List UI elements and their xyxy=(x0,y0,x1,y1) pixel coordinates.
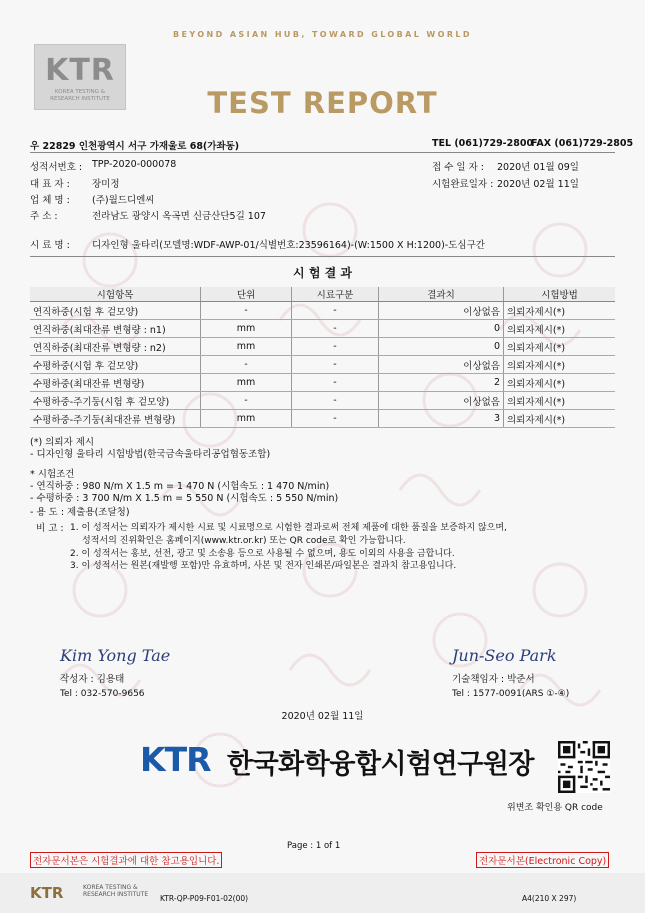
completed-label: 시험완료일자 : xyxy=(432,179,494,190)
table-row: 수평하중-주기둥(최대잔류 변형량) mm - 3 의뢰자제시(*) xyxy=(30,410,615,428)
author-signature: Kim Yong Tae xyxy=(60,646,171,665)
note-client: (*) 의뢰자 제시 xyxy=(30,437,95,448)
sample-name: 디자인형 울타리(모델명:WDF-AWP-01/식별번호:23596164)-(W:1500 X H:1200)-도심구간 xyxy=(92,240,485,251)
address-label: 주 소 : xyxy=(30,211,58,222)
paper-size: A4(210 X 297) xyxy=(522,894,577,903)
manager-tel: Tel : 1577-0091(ARS ①-④) xyxy=(452,689,570,699)
results-header-row xyxy=(30,287,615,302)
col-result: 결과치 xyxy=(379,287,504,302)
verification-qr-icon[interactable] xyxy=(558,741,610,793)
company-label: 업 체 명 : xyxy=(30,195,70,206)
author-role: 작성자 : 김용태 xyxy=(60,674,125,685)
report-no: TPP-2020-000078 xyxy=(92,159,177,170)
electronic-copy-badge: 전자문서본(Electronic Copy) xyxy=(476,852,609,868)
note-conditions-title: * 시험조건 xyxy=(30,469,75,480)
manager-signature: Jun-Seo Park xyxy=(452,646,557,665)
received-label: 접 수 일 자 : xyxy=(432,162,484,173)
remarks-label: 비 고 : xyxy=(36,523,64,534)
note-vertical-load: - 연직하중 : 980 N/m X 1.5 m = 1 470 N (시험속도 : 1 470 N/min) xyxy=(30,481,330,492)
report-title: TEST REPORT xyxy=(207,86,438,120)
remark-3: 3. 이 성적서는 원본(재발행 포함)만 유효하며, 사본 및 전자 인쇄본/파일본은 결과치 참고용입니다. xyxy=(70,561,457,571)
page-indicator: Page : 1 of 1 xyxy=(287,841,341,851)
completed-date: 2020년 02월 11일 xyxy=(497,179,579,190)
document-code: KTR-QP-P09-F01-02(00) xyxy=(160,894,249,903)
tagline: BEYOND ASIAN HUB, TOWARD GLOBAL WORLD xyxy=(173,30,472,39)
col-sample: 시료구분 xyxy=(292,287,379,302)
issuer-name: 한국화학융합시험연구원장 xyxy=(227,749,534,780)
col-method: 시험방법 xyxy=(504,287,616,302)
issuer-logo: KTR xyxy=(140,740,211,779)
manager-role: 기술책임자 : 박준서 xyxy=(452,674,535,685)
note-method: - 디자인형 울타리 시험방법(한국금속울타리공업협동조합) xyxy=(30,449,271,460)
remark-1b: 성적서의 진위확인은 홈페이지(www.ktr.or.kr) 또는 QR code로 확인 가능합니다. xyxy=(82,536,406,546)
table-row: 연직하중(최대잔류 변형량 : n2) mm - 0 의뢰자제시(*) xyxy=(30,338,615,356)
remark-1: 1. 이 성적서는 의뢰자가 제시한 시료 및 시료명으로 시험한 결과로써 전체 제품에 대한 품질을 보증하지 않으며, xyxy=(70,523,507,533)
institute-tel: TEL (061)729-2800 xyxy=(432,138,534,149)
logo-subtitle: KOREA TESTING & RESEARCH INSTITUTE xyxy=(50,89,110,102)
remark-2: 2. 이 성적서는 홍보, 선전, 광고 및 소송용 등으로 사용될 수 없으며, 용도 이외의 사용을 금합니다. xyxy=(70,549,455,559)
col-unit: 단위 xyxy=(201,287,292,302)
results-title: 시 험 결 과 xyxy=(293,266,352,280)
note-horizontal-load: - 수평하중 : 3 700 N/m X 1.5 m = 5 550 N (시험속도 : 5 550 N/min) xyxy=(30,493,339,504)
footer-logo: KTR xyxy=(30,884,64,902)
table-row: 연직하중(최대잔류 변형량 : n1) mm - 0 의뢰자제시(*) xyxy=(30,320,615,338)
note-purpose: - 용 도 : 제출용(조달청) xyxy=(30,507,130,518)
logo-text: KTR xyxy=(45,53,115,88)
footer-logo-subtitle: KOREA TESTING & RESEARCH INSTITUTE xyxy=(83,884,149,898)
institute-address: 우 22829 인천광역시 서구 가재울로 68(가좌동) xyxy=(30,141,240,152)
author-tel: Tel : 032-570-9656 xyxy=(60,689,145,699)
table-row: 수평하중-주기둥(시험 후 겉모양) - - 이상없음 의뢰자제시(*) xyxy=(30,392,615,410)
table-row: 수평하중(최대잔류 변형량) mm - 2 의뢰자제시(*) xyxy=(30,374,615,392)
company-name: (주)월드디엔씨 xyxy=(92,195,155,206)
issue-date: 2020년 02월 11일 xyxy=(281,711,364,722)
header-divider xyxy=(30,152,615,153)
report-no-label: 성적서번호 : xyxy=(30,162,83,173)
sample-label: 시 료 명 : xyxy=(30,240,70,251)
results-top-divider xyxy=(30,256,615,257)
received-date: 2020년 01월 09일 xyxy=(497,162,579,173)
rep-name: 장미정 xyxy=(92,179,120,190)
qr-caption: 위변조 확인용 QR code xyxy=(507,803,603,813)
col-item: 시험항목 xyxy=(30,287,201,302)
table-row: 연직하중(시험 후 겉모양) - - 이상없음 의뢰자제시(*) xyxy=(30,302,615,320)
company-address: 전라남도 광양시 옥곡면 신금산단5길 107 xyxy=(92,211,266,222)
results-table xyxy=(30,287,615,428)
rep-label: 대 표 자 : xyxy=(30,179,70,190)
electronic-notice: 전자문서본은 시험결과에 대한 참고용입니다. xyxy=(30,852,222,868)
table-row: 수평하중(시험 후 겉모양) - - 이상없음 의뢰자제시(*) xyxy=(30,356,615,374)
institute-fax: FAX (061)729-2805 xyxy=(531,138,634,149)
